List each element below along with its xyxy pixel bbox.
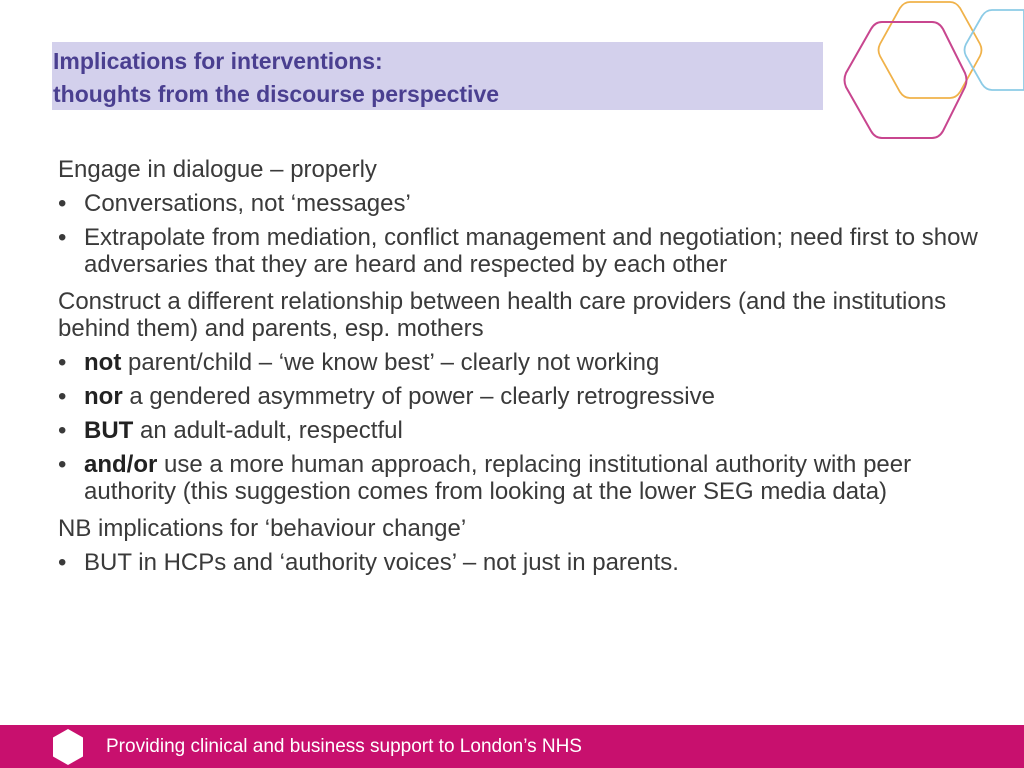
bullet-list [58,190,998,278]
bullet-text: a gendered asymmetry of power – clearly retrogressive [122,383,715,410]
section-lead: Engage in dialogue – properly [58,156,377,183]
slide-title-box [52,42,823,110]
hexagon-decoration-icon [830,0,1024,150]
section-dialogue [58,156,998,278]
bullet-item [58,224,998,278]
bullet-bold-lead: nor [84,383,123,410]
slide-body [58,156,998,586]
bullet-glyph: • [58,190,67,217]
footer-bar [0,725,1024,768]
bullet-text: parent/child – ‘we know best’ – clearly not working [121,349,660,376]
bullet-glyph: • [58,349,67,376]
bullet-text: Conversations, not ‘messages’ [84,190,411,217]
bullet-text: an adult-adult, respectful [133,417,403,444]
section-relationship [58,288,998,505]
slide-title-line-2: thoughts from the discourse perspective [53,81,500,107]
footer-tagline: Providing clinical and business support to London’s NHS [106,736,582,757]
bullet-glyph: • [58,383,67,410]
hexagon-logo-icon [51,728,85,766]
section-lead: Construct a different relationship between health care providers (and the institutions behind them) and parents, esp. mothers [58,288,947,342]
bullet-glyph: • [58,224,67,251]
bullet-bold-lead: BUT [84,417,134,444]
section-behaviour-change [58,515,998,576]
bullet-item [58,349,998,376]
slide-title-line-1: Implications for interventions: [53,48,383,74]
bullet-bold-lead: not [84,349,122,376]
bullet-item [58,190,998,217]
bullet-text: Extrapolate from mediation, conflict management and negotiation; need first to show adversaries that they are heard and respected by each other [84,224,978,278]
bullet-item [58,383,998,410]
bullet-item [58,417,998,444]
bullet-item [58,451,998,505]
bullet-list [58,349,998,505]
section-lead: NB implications for ‘behaviour change’ [58,515,467,542]
bullet-item [58,549,998,576]
bullet-glyph: • [58,549,67,576]
bullet-text: use a more human approach, replacing institutional authority with peer authority (this suggestion comes from looking at the lower SEG media data) [84,451,912,505]
bullet-list [58,549,998,576]
bullet-bold-lead: and/or [84,451,158,478]
bullet-glyph: • [58,451,67,478]
bullet-glyph: • [58,417,67,444]
bullet-text: BUT in HCPs and ‘authority voices’ – not just in parents. [84,549,679,576]
